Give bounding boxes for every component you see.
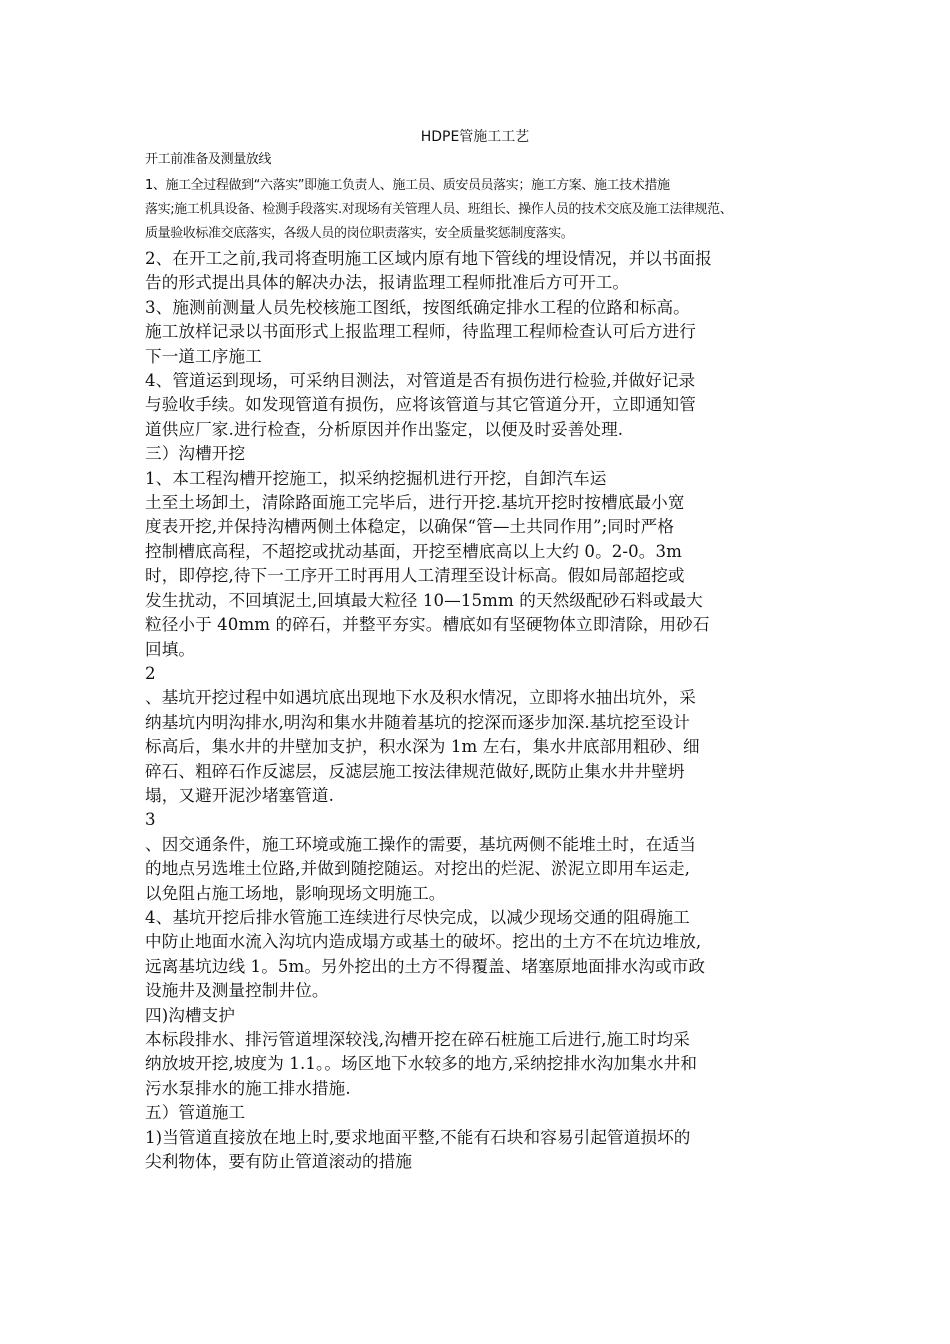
text-line: 尖利物体，要有防止管道滚动的措施 [145, 1152, 413, 1172]
text-line: 的地点另选堆土位路,并做到随挖随运。对挖出的烂泥、淤泥立即用车运走, [145, 859, 690, 879]
text-line: 粒径小于 40mm 的碎石，并整平夯实。槽底如有坚硬物体立即清除，用砂石 [145, 615, 710, 635]
text-line: 发生扰动，不回填泥土,回填最大粒径 10—15mm 的天然级配砂石料或最大 [145, 590, 703, 610]
text-line: 塌，又避开泥沙堵塞管道. [145, 785, 335, 805]
text-line: 落实;施工机具设备、检测手段落实.对现场有关管理人员、班组长、操作人员的技术交底及施工法律规范、 [145, 202, 733, 217]
text-line: 控制槽底高程，不超挖或扰动基面，开挖至槽底高以上大约 0。2-0。3m [145, 541, 682, 561]
document-title: HDPE管施工工艺 [420, 129, 530, 145]
text-line: 回填。 [145, 639, 196, 659]
text-line: 度表开挖,并保持沟槽两侧土体稳定，以确保“管—土共同作用”;同时严格 [145, 517, 675, 537]
text-line: 与验收手续。如发现管道有损伤，应将该管道与其它管道分开，立即通知管 [145, 395, 696, 415]
text-line: 中防止地面水流入沟坑内造成塌方或基土的破坏。挖出的土方不在坑边堆放, [145, 932, 702, 952]
text-line: 、基坑开挖过程中如遇坑底出现地下水及积水情况，立即将水抽出坑外，采 [145, 688, 696, 708]
text-line: 道供应厂家.进行检查，分析原因并作出鉴定，以便及时妥善处理. [145, 419, 624, 439]
text-line: 纳放坡开挖,坡度为 1.1。。场区地下水较多的地方,采纳挖排水沟加集水井和 [145, 1054, 698, 1074]
section-heading-preparation: 开工前准备及测量放线 [145, 152, 272, 167]
paragraph-six-implementations [145, 174, 815, 246]
text-line: 标高后，集水井的井壁加支护，积水深为 1m 左右，集水井底部用粗砂、细 [145, 737, 700, 757]
text-line: 告的形式提出具体的解决办法，报请监理工程师批准后方可开工。 [145, 273, 630, 293]
text-line: 4、基坑开挖后排水管施工连续进行尽快完成，以减少现场交通的阻碍施工 [145, 907, 690, 927]
section-heading-trench-excavation: 三）沟槽开挖 [145, 444, 246, 464]
text-line: 时，即停挖,待下一工序开工时再用人工清理至设计标高。假如局部超挖或 [145, 566, 685, 586]
text-line: 设施井及测量控制井位。 [145, 981, 329, 1001]
text-line: 碎石、粗碎石作反滤层，反滤层施工按法律规范做好,既防止集水井井壁坍 [145, 761, 685, 781]
text-line: 3 [145, 810, 156, 830]
text-line: 土至土场卸土，清除路面施工完毕后，进行开挖.基坑开挖时按槽底最小宽 [145, 493, 685, 513]
text-line: 1、本工程沟槽开挖施工，拟采纳挖掘机进行开挖，自卸汽车运 [145, 468, 607, 488]
text-line: 以免阻占施工场地，影响现场文明施工。 [145, 883, 446, 903]
text-line: 、因交通条件，施工环境或施工操作的需要，基坑两侧不能堆土时，在适当 [145, 834, 696, 854]
text-line: 1、施工全过程做到“六落实”即施工负责人、施工员、质安员员落实；施工方案、施工技术措施 [145, 178, 670, 193]
text-line: 4、管道运到现场，可采纳目测法，对管道是否有损伤进行检验,并做好记录 [145, 371, 696, 391]
text-line: 污水泵排水的施工排水措施. [145, 1078, 351, 1098]
text-line: 远离基坑边线 1。5m。另外挖出的土方不得覆盖、堵塞原地面排水沟或市政 [145, 956, 706, 976]
text-line: 2 [145, 663, 156, 683]
section-heading-trench-support: 四)沟槽支护 [145, 1005, 236, 1025]
text-line: 质量验收标准交底落实，各级人员的岗位职责落实，安全质量奖惩制度落实。 [145, 226, 574, 241]
text-line: 1)当管道直接放在地上时,要求地面平整,不能有石块和容易引起管道损坏的 [145, 1127, 691, 1147]
text-line: 2、在开工之前,我司将查明施工区域内原有地下管线的埋设情况，并以书面报 [145, 249, 712, 268]
section-heading-pipe-construction: 五）管道施工 [145, 1103, 246, 1123]
text-line: 纳基坑内明沟排水,明沟和集水井随着基坑的挖深而逐步加深.基坑挖至设计 [145, 712, 690, 732]
text-line: 3、施测前测量人员先校核施工图纸，按图纸确定排水工程的位路和标高。 [145, 297, 690, 317]
document-body [145, 247, 815, 1174]
text-line: 本标段排水、排污管道埋深较浅,沟槽开挖在碎石桩施工后进行,施工时均采 [145, 1030, 690, 1049]
text-line: 施工放样记录以书面形式上报监理工程师，待监理工程师检查认可后方进行 [145, 322, 696, 342]
text-line: 下一道工序施工 [145, 346, 262, 366]
